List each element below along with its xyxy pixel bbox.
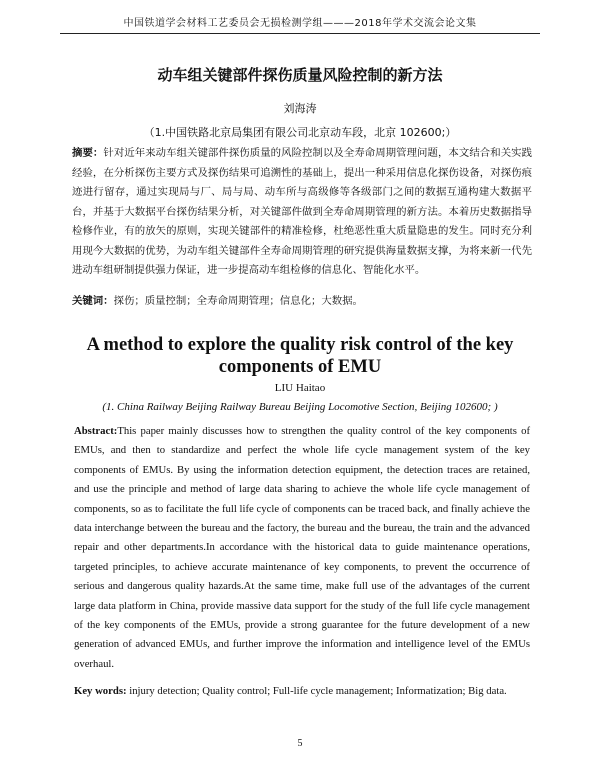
page-number: 5 — [297, 738, 303, 749]
chinese-abstract-text: 针对近年来动车组关键部件探伤质量的风险控制以及全寿命周期管理问题，本文结合和关实践经验，在分析探伤主要方式及探伤结果可追溯性的基础上，提出一种采用信息化探伤设备，对探伤痕迹进行留存，通过实现局与厂、局与局、动车所与高级修等各级部门之间的数据互通构建大数据平台，并基于大数据平台探伤结果分析，对关键部件做到全寿命周期管理的新方法。本着历史数据指导检修作业，有的放矢的原则，实现关键部件的精准检修，杜绝恶性重大质量隐患的发生。同时充分利用现今大数据的优势，为动车组关键部件全寿命周期管理的研究提供海量数据支撑，为将来新一代先进动车组研制提供强力保证，进一步提高动车组检修的信息化、智能化水平。 — [72, 147, 533, 276]
english-affiliation — [60, 401, 540, 413]
english-keywords-label: Key words: — [74, 685, 127, 697]
chinese-keywords — [72, 292, 532, 310]
chinese-affiliation: （1.中国铁路北京局集团有限公司北京动车段，北京 102600;） — [143, 126, 457, 139]
english-abstract-text: This paper mainly discusses how to strengthen the quality control of the key components of EMUs, and then to standardize and perfect the whole life cycle management system of the key components of EMUs. By using the information detection equipment, the detection traces are retained, and use the principle and method of large data sharing to achieve the whole life cycle management of components, so as to facilitate the full life cycle of components can be traced back, and finally achieve the data interchange between the bureau and the factory, the bureau and the bureau, the train and the advanced repair and other departments.In accordance with the historical data to guide maintenance operations, targeted principles, to achieve accurate maintenance of key components, to prevent the occurrence of serious and dangerous quality hazards.At the same time, make full use of the advantages of the current large data platform in China, provide massive data support for the study of the full life cycle management of the key components of the EMUs, provide a strong guarantee for the future development of a new generation of advanced EMUs, and further improve the information and intelligence level of the EMUs overhaul. — [74, 425, 530, 670]
english-abstract — [74, 422, 530, 674]
chinese-author: 刘海涛 — [283, 102, 317, 115]
chinese-abstract — [72, 144, 532, 281]
running-header: 中国铁道学会材料工艺委员会无损检测学组———2018年学术交流会论文集 — [60, 14, 540, 34]
chinese-keywords-text: 探伤；质量控制；全寿命周期管理；信息化；大数据。 — [113, 295, 363, 307]
chinese-keywords-label: 关键词： — [72, 295, 114, 307]
english-keywords — [74, 682, 530, 700]
english-affiliation-text: (1. China Railway Beijing Railway Bureau Beijing Locomotive Section, Beijing 102600; ) — [102, 401, 498, 413]
english-keywords-text: injury detection; Quality control; Full-life cycle management; Informatization; Big data. — [126, 685, 507, 697]
chinese-abstract-label: 摘要： — [72, 147, 104, 159]
english-abstract-label: Abstract: — [74, 425, 118, 437]
english-title: A method to explore the quality risk control of the key components of EMU — [86, 335, 514, 377]
english-author: LIU Haitao — [274, 382, 326, 394]
chinese-title: 动车组关键部件探伤质量风险控制的新方法 — [157, 66, 443, 84]
